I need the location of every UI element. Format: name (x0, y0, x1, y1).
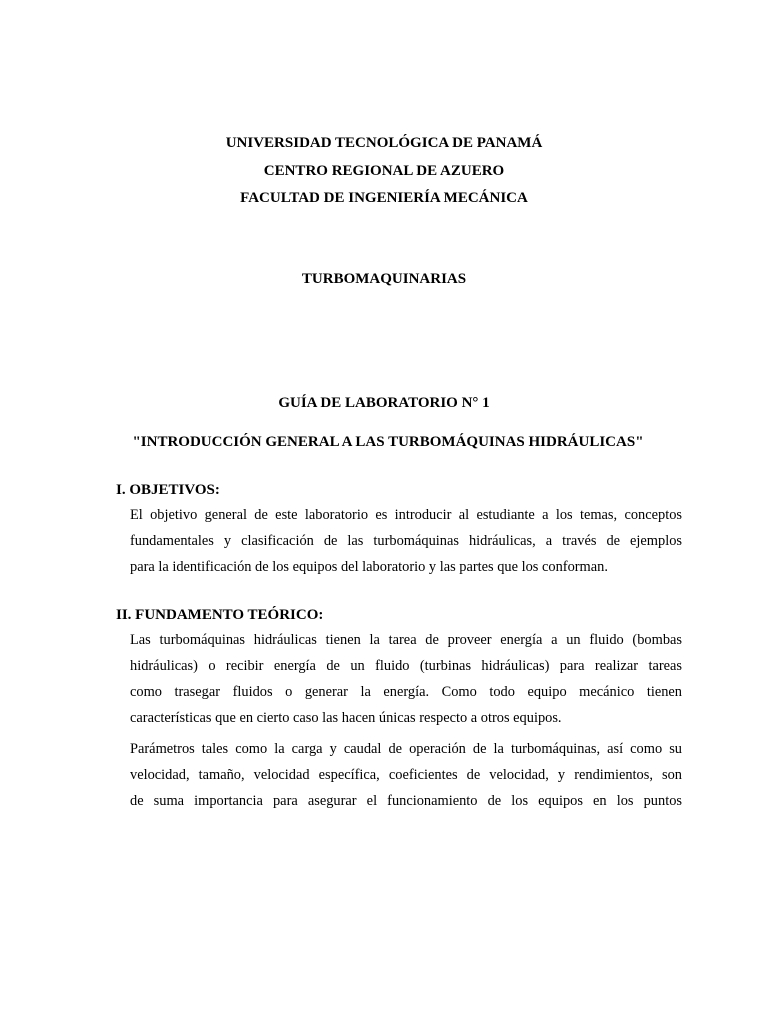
theory-heading: II. FUNDAMENTO TEÓRICO: (116, 607, 324, 623)
theory-line: Las turbomáquinas hidráulicas tienen la tarea de proveer energía a un fluido (bombas (130, 632, 682, 648)
guide-title: GUÍA DE LABORATORIO N° 1 (278, 395, 490, 411)
theory-paragraph-1 (130, 627, 682, 731)
theory-line: velocidad, tamaño, velocidad específica, coeficientes de velocidad, y rendimientos, son (130, 767, 682, 783)
objectives-line: El objetivo general de este laboratorio es introducir al estudiante a los temas, conceptos (130, 507, 682, 523)
course-title: TURBOMAQUINARIAS (301, 271, 467, 287)
objectives-paragraph (130, 502, 682, 580)
faculty-name: FACULTAD DE INGENIERÍA MECÁNICA (240, 190, 528, 206)
theory-line: Parámetros tales como la carga y caudal de operación de la turbomáquinas, así como su (130, 741, 682, 757)
theory-line: características que en cierto caso las hacen únicas respecto a otros equipos. (130, 710, 562, 726)
university-name: UNIVERSIDAD TECNOLÓGICA DE PANAMÁ (225, 135, 543, 151)
objectives-line: fundamentales y clasificación de las turbomáquinas hidráulicas, a través de ejemplos (130, 533, 682, 549)
regional-center: CENTRO REGIONAL DE AZUERO (263, 163, 505, 179)
theory-line: como trasegar fluidos o generar la energía. Como todo equipo mecánico tienen (130, 684, 682, 700)
theory-line: de suma importancia para asegurar el funcionamiento de los equipos en los puntos (130, 793, 682, 809)
guide-subtitle: "INTRODUCCIÓN GENERAL A LAS TURBOMÁQUINAS HIDRÁULICAS" (132, 434, 644, 450)
theory-paragraph-2 (130, 736, 682, 814)
objectives-heading: I. OBJETIVOS: (116, 482, 220, 498)
theory-line: hidráulicas) o recibir energía de un fluido (turbinas hidráulicas) para realizar tareas (130, 658, 682, 674)
objectives-line: para la identificación de los equipos del laboratorio y las partes que los conforman. (130, 559, 608, 575)
